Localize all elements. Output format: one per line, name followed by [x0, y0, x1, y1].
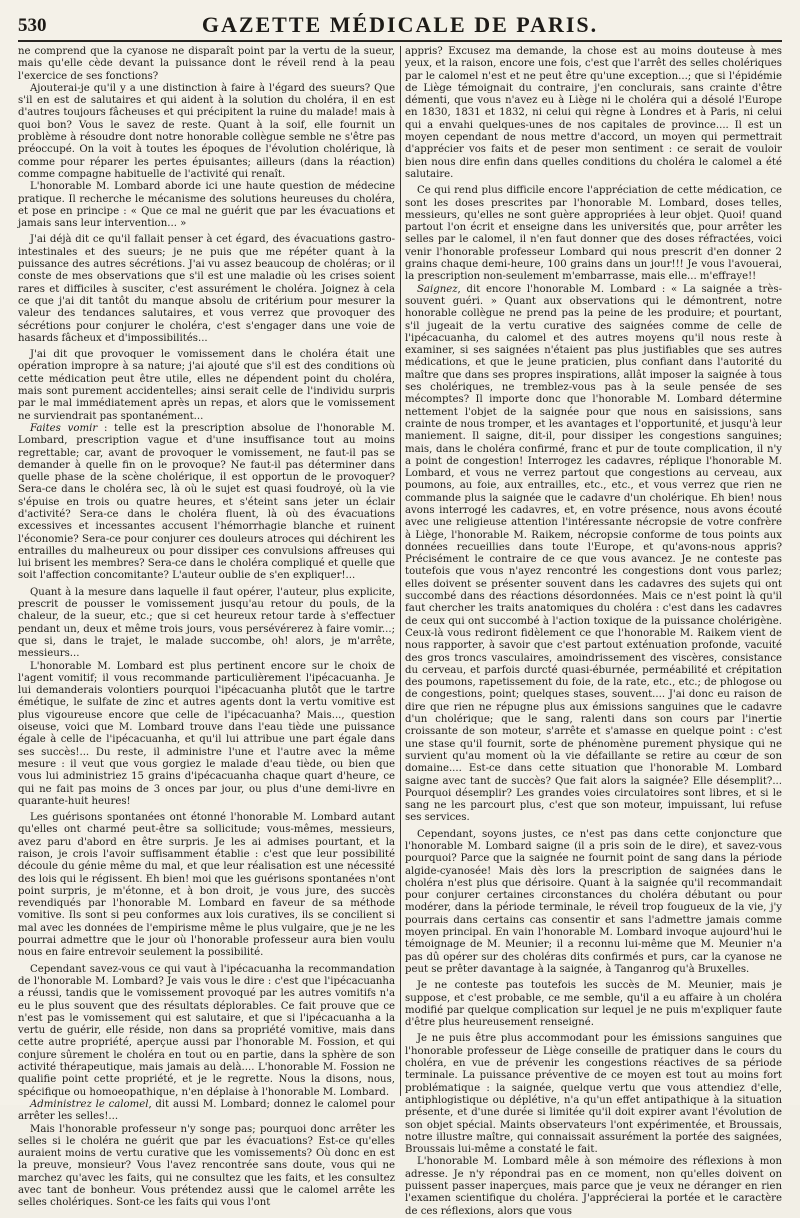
paragraph: Quant à la mesure dans laquelle il faut opérer, l'auteur, plus explicite, prescrit de pousser le vomissement jusqu'au retour du pouls, de la chaleur, de la sueur, etc.; que si cet heureux retour tarde à s'effectuer pendant un, deux et même trois jours, vous persévérerez à faire vomir...; que si, dans le trajet, le malade succombe, oh! alors, je m'arrête, messieurs... — [18, 586, 395, 660]
paragraph: Ajouterai-je qu'il y a une distinction à faire à l'égard des sueurs? Que s'il en est de salutaires et qui aident à la solution du choléra, il en est d'autres toujours fâcheuses et qui précipitent la ruine du malade! mais à quoi bon? Vous le savez de reste. Quant à la soif, elle fournit un problème à résoudre dont notre honorable collègue semble ne s'être pas préoccupé. On la voit à toutes les époques de l'évolution cholérique, là comme pour réparer les pertes épuisantes; ailleurs (dans la réaction) comme compagne habituelle de l'activité qui renaît. — [18, 82, 395, 180]
paragraph: Saignez, dit encore l'honorable M. Lombard : « La saignée a très-souvent guéri. » Quant aux observations qui le démontrent, notre honorable collègue ne prend pas la peine de les produire; et pourtant, s'il jugeait de la vertu curative des saignées comme de celle de l'ipécacuanha, du calomel et des autres moyens qu'il nous reste à examiner, si ses saignées n'étaient pas plus justifiables que ses autres médications, et que le jeune praticien, plus confiant dans l'autorité du maître que dans ses propres inspirations, allât imposer la saignée à tous ses cholériques, ne tremblez-vous pas à la seule pensée de ses mécomptes? Il importe donc que l'honorable M. Lombard détermine nettement l'objet de la saignée pour que nous en saisissions, sans crainte de nous tromper, et les avantages et l'opportunité, et jusqu'à leur maniement. Il saigne, dit-il, pour dissiper les congestions sanguines; mais, dans le choléra confirmé, franc et pur de toute complication, il n'y a point de congestion! Interrogez les cadavres, réplique l'honorable M. Lombard, et vous ne verrez partout que congestions au cerveau, aux poumons, au foie, aux entrailles, etc., etc., et vous verrez que rien ne commande plus la saignée que le cadavre d'un cholérique. Eh bien! nous avons interrogé les cadavres, et, en votre présence, nous avons écouté avec une religieuse attention l'intéressante nécropsie de votre confrère à Liège, l'honorable M. Raikem, nécropsie conforme de tous points aux données recueillies dans toute l'Europe, et qu'avons-nous appris? Précisément le contraire de ce que vous avancez. Je ne conteste pas toutefois que vous n'ayez rencontré les congestions dont vous parlez; elles doivent se présenter souvent dans les cadavres des sujets qui ont succombé dans des réactions désordonnées. Mais ce n'est point là qu'il faut chercher les traits anatomiques du choléra : c'est dans les cadavres de ceux qui ont succombé à l'action toxique de la puissance cholérigène. Ceux-là vous rediront fidèlement ce que l'honorable M. Raikem vient de nous rapporter, à savoir que c'est partout exténuation profonde, vacuité des gros troncs vasculaires, amoindrissement des viscères, consistance du cerveau, et parfois durcté quasi-éburnée, perméabilité et crépitation des poumons, rapetissement du foie, de la rate, etc., etc.; de phlogose ou de congestions, point; quelques stases, souvent.... J'ai donc eu raison de dire que rien ne répugne plus aux émissions sanguines que le cadavre d'un cholérique; que le sang, ralenti dans son cours par l'inertie croissante de son moteur, s'arrête et s'amasse en quelque point : c'est une stase qu'il fournit, sorte de phénomène purement physique qui ne survient qu'au moment où la vie défaillante se retire au cœur de son domaine.... Est-ce dans cette situation que l'honorable M. Lombard saigne avec tant de succès? Que fait alors la saignée? Elle désemplit?... Pourquoi désemplir? Les grandes voies circulatoires sont libres, et si le sang ne les parcourt plus, c'est que son moteur, impuissant, lui refuse ses services. — [405, 283, 782, 824]
paragraph: ne comprend que la cyanose ne disparaît point par la vertu de la sueur, mais qu'elle cède devant la puissance dont le réveil rend à la peau l'exercice de ses fonctions? — [18, 46, 395, 82]
paragraph: L'honorable M. Lombard mêle à son mémoire des réflexions à mon adresse. Je n'y répondrai pas en ce moment, non qu'elles doivent on puissent passer inaperçues, mais parce que je veux ne déranger en rien l'examen scientifique du choléra. J'apprécierai la portée et le caractère de ces réflexions, alors que vous — [405, 1156, 782, 1217]
paragraph: Je ne conteste pas toutefois les succès de M. Meunier, mais je suppose, et c'est probable, ce me semble, qu'il a eu affaire à un choléra modifié par quelque complication sur lequel je ne puis m'expliquer faute d'être plus heureusement renseigné. — [405, 980, 782, 1029]
rubric-lead: Administrez le calomel — [30, 1098, 149, 1110]
paragraph: appris? Excusez ma demande, la chose est au moins douteuse à mes yeux, et la raison, encore une fois, c'est que l'arrêt des selles cholériques par le calomel n'est et ne peut être qu'une exception...; que si l'épidémie de Liège témoignait du contraire, j'en conclurais, sans crainte d'être démenti, que vous n'avez eu à Liège ni le choléra qui a désolé l'Europe en 1830, 1831 et 1832, ni celui qui règne à Londres et à Paris, ni celui qui a envahi quelques-unes de nos capitales de province.... Il est un moyen cependant de nous mettre d'accord, un moyen qui permettrait d'apprécier vos faits et de peser mon sentiment : ce serait de vouloir bien nous dire enfin dans quelles conditions du choléra le calomel a été salutaire. — [405, 46, 782, 180]
paragraph: J'ai déjà dit ce qu'il fallait penser à cet égard, des évacuations gastro-intestinales et des sueurs; je ne puis que me répéter quant à la puissance des autres sécrétions. J'ai vu assez beaucoup de choléras; or il conste de mes observations que s'il est une maladie où les crises soient rares et difficiles à susciter, c'est assurément le choléra. Joignez à cela ce que j'ai dit tantôt du manque absolu de critérium pour mesurer la valeur des tendances salutaires, et vous verrez que provoquer des sécrétions pour conjurer le choléra, c'est s'engager dans une voie de hasards fâcheux et d'impossibilités... — [18, 234, 395, 344]
paragraph: L'honorable M. Lombard aborde ici une haute question de médecine pratique. Il recherche le mécanisme des solutions heureuses du choléra, et pose en principe : « Que ce mal ne guérit que par les évacuations et jamais sans leur intervention... » — [18, 181, 395, 230]
paragraph: Les guérisons spontanées ont étonné l'honorable M. Lombard autant qu'elles ont charmé peut-être sa sollicitude; vous-mêmes, messieurs, avez paru d'abord en être surpris. Je les ai admises pourtant, et la raison, je crois l'avoir suffisamment établie : c'est que leur possibilité découle du génie même du mal, et que leur réalisation est une nécessité des lois qui le régissent. Eh bien! moi que les guérisons spontanées n'ont point surpris, je m'étonne, et à bon droit, je vous jure, des succès revendiqués par l'honorable M. Lombard en faveur de sa méthode vomitive. Ils sont si peu conformes aux lois curatives, ils se concilient si mal avec les données de l'empirisme même le plus vulgaire, que je ne les pourrai admettre que le jour où l'honorable professeur aura bien voulu nous en faire entrevoir seulement la possibilité. — [18, 812, 396, 959]
page-number: 530 — [18, 15, 47, 36]
paragraph: Cependant savez-vous ce qui vaut à l'ipécacuanha la recommandation de l'honorable M. Lombard? Je vais vous le dire : c'est que l'ipécacuanha a réussi, tandis que le vomissement provoqué par les autres vomitifs n'a eu le plus souvent que des résultats déplorables. Ce fait prouve que ce n'est pas le vomissement qui est salutaire, et que si l'ipécacuanha a la vertu de guérir, elle réside, non dans sa propriété vomitive, mais dans cette autre propriété, aperçue aussi par l'honorable M. Fossion, et qui conjure sûrement le choléra en tout ou en partie, dans la sphère de son activité thérapeutique, mais jamais au delà.... L'honorable M. Fossion ne qualifie point cette propriété, et je le regrette. Nous la disons, nous, spécifique ou homoeopathique, n'en déplaise à l'honorable M. Lombard. — [18, 963, 395, 1098]
paragraph: J'ai dit que provoquer le vomissement dans le choléra était une opération impropre à sa nature; j'ai ajouté que s'il est des conditions où cette médication peut être utile, elles ne dépendent point du choléra, mais sont purement accidentelles; ainsi serait celle de l'individu surpris par le mal immédiatement après un repas, et alors que le vomissement ne surviendrait pas spontanément... — [18, 349, 395, 422]
paragraph: Ce qui rend plus difficile encore l'appréciation de cette médication, ce sont les doses prescrites par l'honorable M. Lombard, doses telles, messieurs, qu'elles ne sont guère appropriées à leur objet. Quoi! quand partout l'on écrit et enseigne dans les universités que, pour arrêter les selles par le calomel, il n'en faut donner que des doses réfractées, voici venir l'honorable professeur Lombard qui nous prescrit d'en donner 2 grains chaque demi-heure, 100 grains dans un jour!!! Je vous l'avouerai, la prescription non-seulement m'embarrasse, mais elle... m'effraye!! — [405, 185, 782, 283]
article-columns — [18, 46, 782, 1217]
journal-title: GAZETTE MÉDICALE DE PARIS. — [201, 12, 599, 37]
paragraph: Faites vomir : telle est la prescription absolue de l'honorable M. Lombard, prescription vague et d'une insuffisance tout au moins regrettable; car, avant de provoquer le vomissement, ne faut-il pas se demander à quelle fin on le provoque? Ne faut-il pas déterminer dans quelle phase de la scène cholérique, il est opportun de le provoquer? Sera-ce dans le choléra sec, là où le sujet est quasi foudroyé, où la vie s'épuise en trois ou quatre heures, et s'éteint sans jeter un éclair d'activité? Sera-ce dans le choléra fluent, là où des évacuations excessives et incessantes accusent l'hémorrhagie blanche et ruinent l'économie? Sera-ce pour conjurer ces douleurs atroces qui déchirent les entrailles du malheureux ou pour dissiper ces convulsions affreuses qui lui brisent les membres? Sera-ce dans le choléra compliqué et quelle que soit l'affection concomitante? L'auteur oublie de s'en expliquer!... — [18, 422, 395, 582]
right-column — [405, 46, 782, 1218]
paragraph: Je ne puis être plus accommodant pour les émissions sanguines que l'honorable professeur de Liège conseille de pratiquer dans le cours du choléra, en vue de prévenir les congestions réactives de sa période terminale. La puissance préventive de ce moyen est tout au moins fort problématique : la saignée, quelque vertu que vous attendiez d'elle, antiphlogistique ou déplétive, n'a qu'un effet antipathique à la situation présente, et d'une durée si limitée qu'il doit expirer avant l'évolution de son objet spécial. Maints observateurs l'ont expérimentée, et Broussais, notre illustre maître, qui connaissait assurément la portée des saignées, Broussais lui-même a constaté le fait. — [405, 1033, 782, 1156]
paragraph: Cependant, soyons justes, ce n'est pas dans cette conjoncture que l'honorable M. Lombard saigne (il a pris soin de le dire), et savez-vous pourquoi? Parce que la saignée ne fournit point de sang dans la période algide-cyanosée! Mais dès lors la prescription de saignées dans le choléra n'est plus que dérisoire. Quant à la saignée qu'il recommandait pour conjurer certaines circonstances du choléra débutant ou pour modérer, dans la période terminale, le réveil trop fougueux de la vie, j'y pourrais dans certains cas consentir et sans l'admettre jamais comme moyen principal. En vain l'honorable M. Lombard invoque aujourd'hui le témoignage de M. Meunier; il a reconnu lui-même que M. Meunier n'a pas dû opérer sur des choléras dits confirmés et purs, car la cyanose ne peut se prêter davantage à la saignée, à Tanganrog qu'à Bruxelles. — [405, 828, 782, 975]
rubric-lead: Saignez — [417, 283, 458, 295]
paragraph: L'honorable M. Lombard est plus pertinent encore sur le choix de l'agent vomitif; il vous recommande particulièrement l'ipécacuanha. Je lui demanderais volontiers pourquoi l'ipécacuanha plutôt que le tartre émétique, le sulfate de zinc et autres agents dont la vertu vomitive est plus vigoureuse encore que celle de l'ipécacuanha? Mais..., question oiseuse, voici que M. Lombard trouve dans l'eau tiède une puissance égale à celle de l'ipécacuanha, et qu'il lui attribue une part égale dans ses succès!... Du reste, il administre l'une et l'autre avec la même mesure : il veut que vous gorgiez le malade d'eau tiède, ou bien que vous lui administriez 15 grains d'ipécacuanha chaque quart d'heure, ce qui ne fait pas moins de 3 onces par jour, ou plus d'une demi-livre en quarante-huit heures! — [18, 660, 395, 807]
left-column — [18, 46, 395, 1218]
rubric-lead: Faites vomir — [30, 422, 98, 434]
running-head — [18, 12, 782, 42]
paragraph: Administrez le calomel, dit aussi M. Lombard; donnez le calomel pour arrêter les selles!... — [18, 1098, 395, 1123]
paragraph: Mais l'honorable professeur n'y songe pas; pourquoi donc arrêter les selles si le choléra ne guérit que par les évacuations? Est-ce qu'elles auraient moins de vertu curative que les vomissements? Où donc en est la preuve, monsieur? Vous l'avez rencontrée sans doute, vous qui ne marchez qu'avec les faits, qui ne consultez que les faits, et les consultez avec tant de bonheur. Vous prétendez aussi que le calomel arrête les selles cholériques. Sont-ce les faits qui vous l'ont — [18, 1123, 395, 1209]
